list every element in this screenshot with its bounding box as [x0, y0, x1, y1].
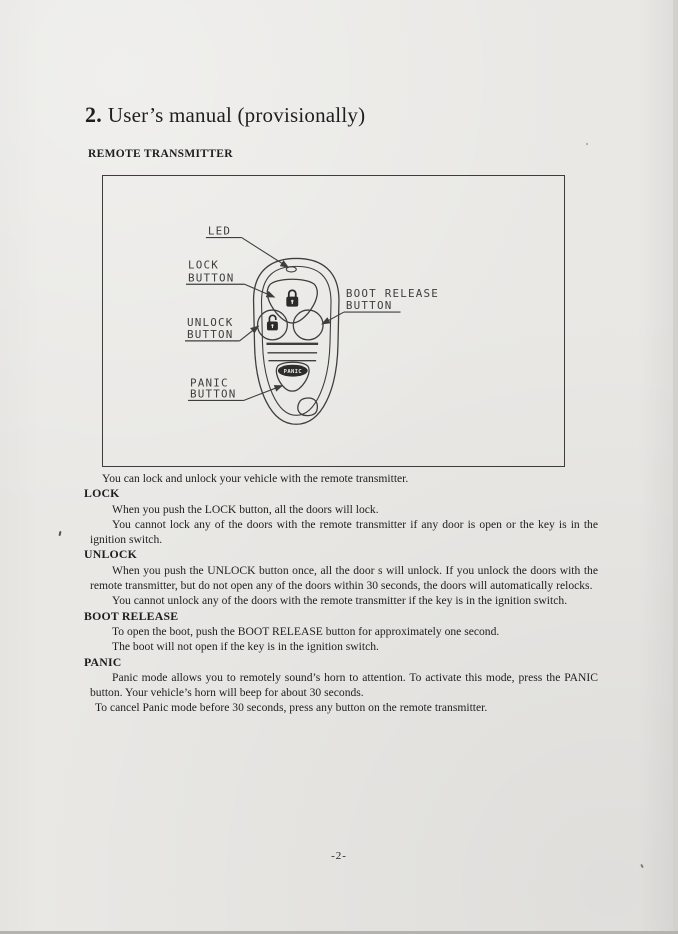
label-panic-button [188, 377, 282, 401]
intro-line: You can lock and unlock your vehicle with the remote transmitter. [102, 472, 409, 485]
panic-paragraph-2: To cancel Panic mode before 30 seconds, press any button on the remote transmitter. [95, 701, 488, 715]
label-boot-release-button [322, 287, 439, 324]
panic-button-shape [276, 362, 309, 391]
unlock-paragraph-2: You cannot unlock any of the doors with the remote transmitter if the key is in the ignition switch. [112, 594, 568, 608]
title-text: User’s manual (provisionally) [107, 103, 366, 127]
remote-transmitter-diagram [103, 176, 564, 466]
section-heading-lock: LOCK [84, 486, 120, 501]
boot-release-button-shape [293, 310, 323, 340]
svg-text:UNLOCK: UNLOCK [187, 315, 234, 329]
lock-paragraph-1: When you push the LOCK button, all the doors will lock. [112, 502, 379, 516]
title-number: 2. [85, 102, 102, 127]
svg-text:BUTTON: BUTTON [345, 299, 393, 313]
keyring-hole [298, 398, 318, 416]
svg-text:BUTTON: BUTTON [187, 327, 234, 341]
svg-text:LED: LED [207, 224, 232, 238]
panic-button-text: PANIC [283, 368, 302, 375]
scan-artifact [640, 864, 644, 868]
remote-transmitter-figure [102, 175, 565, 467]
key-fob-body [254, 258, 339, 424]
svg-text:PANIC: PANIC [189, 376, 229, 390]
boot-release-paragraph-1: To open the boot, push the BOOT RELEASE button for approximately one second. [112, 624, 500, 638]
section-heading-remote-transmitter: REMOTE TRANSMITTER [88, 148, 233, 160]
lock-paragraph-2: You cannot lock any of the doors with the remote transmitter if any door is open or the key is in the ignition switch. [90, 517, 598, 547]
label-unlock-button [185, 316, 258, 341]
svg-text:BOOT RELEASE: BOOT RELEASE [345, 287, 440, 301]
scan-artifact [58, 531, 61, 536]
scan-artifact [586, 143, 588, 145]
svg-text:BUTTON: BUTTON [189, 387, 237, 401]
svg-text:BUTTON: BUTTON [188, 271, 235, 285]
section-heading-panic: PANIC [84, 654, 122, 669]
svg-text:LOCK: LOCK [188, 258, 220, 272]
section-heading-unlock: UNLOCK [84, 547, 137, 562]
scan-edge-shadow [673, 0, 678, 934]
page-number: -2- [331, 850, 347, 862]
lock-icon [286, 290, 298, 306]
panic-paragraph-1: Panic mode allows you to remotely sound’s horn to attention. To activate this mode, press the PANIC button. Your vehicle’s horn will beep for about 30 seconds. [90, 670, 598, 700]
manual-text [84, 471, 598, 716]
unlock-paragraph-1: When you push the UNLOCK button once, all the door s will unlock. If you unlock the doors with the remote transmitter, but do not open any of the doors within 30 seconds, the doors will automatically relocks. [90, 563, 598, 593]
section-heading-boot-release: BOOT RELEASE [84, 608, 179, 623]
page-title [85, 102, 365, 128]
unlock-icon [267, 315, 278, 330]
grip-lines [266, 344, 318, 361]
boot-release-paragraph-2: The boot will not open if the key is in the ignition switch. [112, 640, 379, 654]
label-lock-button [186, 258, 274, 297]
